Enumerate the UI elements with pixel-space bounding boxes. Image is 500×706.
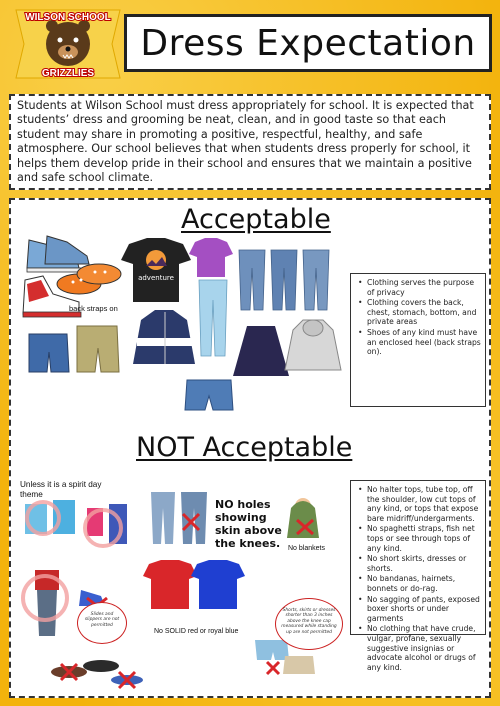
not-acceptable-rule: • No clothing that have crude, vulgar, profane, sexually suggestive insignias or advocate alcohol or drugs of any kind. — [357, 624, 481, 672]
acceptable-rule: • Clothing covers the back, chest, stomach, bottom, and private areas — [357, 298, 481, 327]
svg-text:adventure: adventure — [138, 274, 174, 282]
logo-bottom-text: GRIZZLIES — [41, 68, 95, 79]
navy-hoodie-image — [133, 310, 195, 364]
acceptable-rule: • Clothing serves the purpose of privacy — [357, 278, 481, 297]
not-acceptable-rule: • No sagging of pants, exposed boxer shorts or under garments — [357, 595, 481, 624]
light-blue-jeans-image — [199, 280, 227, 356]
purple-tshirt-image — [189, 238, 233, 277]
solid-red-tshirt-image — [143, 560, 197, 609]
blue-sneakers-image — [27, 236, 89, 272]
jeans-group-image — [239, 250, 329, 310]
shorts-note-bubble: Shorts, skirts or dresses shorter than 3 inches above the knee cap measured while standing up are not permitted — [275, 598, 343, 650]
main-panel — [9, 198, 491, 698]
tank-tops-image — [25, 500, 127, 546]
title-box — [124, 14, 492, 72]
not-acceptable-rules-box — [350, 480, 486, 672]
blue-shorts-image — [29, 334, 69, 372]
no-solid-colors-caption: No SOLID red or royal blue — [154, 628, 239, 635]
no-holes-note: NO holes showing skin above the knees. — [215, 498, 282, 550]
school-logo — [12, 8, 124, 80]
not-acceptable-clothing-illustrations — [17, 490, 347, 706]
ripped-jeans-image — [151, 492, 207, 544]
acceptable-clothing-illustrations — [17, 230, 347, 430]
no-blankets-caption: No blankets — [288, 545, 325, 552]
acceptable-rule: • Shoes of any kind must have an enclosed heel (back straps on). — [357, 328, 481, 357]
spirit-day-note: Unless it is a spirit day theme — [20, 480, 102, 499]
not-acceptable-rule: • No short skirts, dresses or shorts. — [357, 554, 481, 573]
acceptable-rules-box — [350, 273, 486, 407]
navy-skirt-image — [233, 326, 289, 376]
blanket-boy-image — [287, 498, 319, 538]
sagging-pants-image — [23, 570, 67, 636]
not-acceptable-rule: • No spaghetti straps, fish net tops or see through tops of any kind. — [357, 524, 481, 553]
slides-note-bubble: Slides and slippers are not permitted — [77, 602, 127, 644]
slides-image — [51, 660, 143, 688]
khaki-shorts-image — [77, 326, 119, 372]
page-title: Dress Expectation — [140, 22, 476, 64]
solid-blue-tshirt-image — [191, 560, 245, 609]
black-tshirt-image — [121, 238, 191, 302]
denim-shorts-image — [185, 380, 233, 410]
intro-paragraph: Students at Wilson School must dress appropriately for school. It is expected that students’ dress and grooming be neat, clean, and in good taste so that each student may share in promoting a positive, respectful, healthy, and safe atmosphere. Our school believes that when students dress properly for school, it helps them develop pride in their school and ensures that we maintain a positive and safe school climate. — [9, 94, 491, 190]
not-acceptable-rule: • No bandanas, hairnets, bonnets or do-rag. — [357, 574, 481, 593]
not-acceptable-title: NOT Acceptable — [136, 432, 353, 463]
logo-top-text: WILSON SCHOOL — [25, 12, 111, 23]
acceptable-title: Acceptable — [181, 204, 331, 235]
grey-hoodie-image — [285, 320, 341, 370]
not-acceptable-rule: • No halter tops, tube top, off the shoulder, low cut tops of any kind, or tops that expose bare midriff/undergarments. — [357, 485, 481, 523]
back-straps-caption: back straps on — [69, 304, 118, 313]
